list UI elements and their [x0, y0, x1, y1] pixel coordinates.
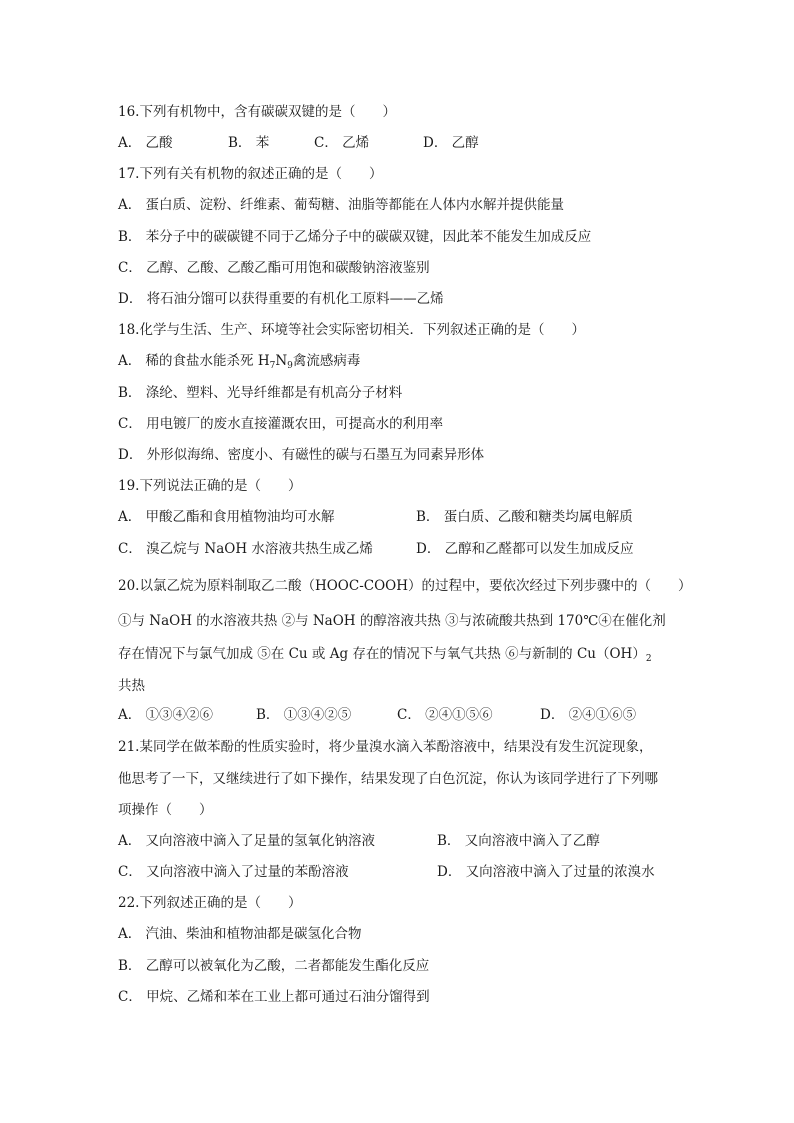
q20-option-c: C． ②④①⑤⑥: [397, 707, 493, 723]
q19-stem: 19.下列说法正确的是（ ）: [118, 478, 302, 494]
q18-option-c: C． 用电镀厂的废水直接灌溉农田，可提高水的利用率: [118, 416, 444, 432]
q21-stem-line-1: 21.某同学在做苯酚的性质实验时，将少量溴水滴入苯酚溶液中，结果没有发生沉淀现象，: [118, 739, 653, 755]
q18-stem: 18.化学与生活、生产、环境等社会实际密切相关．下列叙述正确的是（ ）: [118, 322, 585, 338]
q22-option-a: A． 汽油、柴油和植物油都是碳氢化合物: [118, 926, 362, 942]
q16-option-c: C． 乙烯: [314, 135, 370, 151]
q16-option-a: A． 乙酸: [118, 135, 173, 151]
q17-option-b: B． 苯分子中的碳碳键不同于乙烯分子中的碳碳双键，因此苯不能发生加成反应: [118, 229, 592, 245]
q22-stem: 22.下列叙述正确的是（ ）: [118, 895, 302, 911]
q21-option-b: B． 又向溶液中滴入了乙醇: [437, 833, 600, 849]
q18-a-suffix: 禽流感病毒: [292, 353, 361, 369]
q19-option-a: A． 甲酸乙酯和食用植物油均可水解: [118, 509, 335, 525]
q16-option-d: D． 乙醇: [423, 135, 479, 151]
q18-option-a: [118, 351, 360, 371]
q19-option-b: B． 蛋白质、乙酸和糖类均属电解质: [416, 509, 633, 525]
q16-stem: 16.下列有机物中，含有碳碳双键的是（ ）: [118, 104, 396, 120]
q22-option-b: B． 乙醇可以被氧化为乙酸，二者都能发生酯化反应: [118, 958, 430, 974]
q20-option-a: A． ①③④②⑥: [118, 707, 214, 723]
q20-steps-subscript: 2: [645, 654, 652, 664]
q18-a-subscript-1: 7: [269, 361, 276, 371]
q20-steps-line-3: 共热: [118, 678, 145, 694]
q17-stem: 17.下列有关有机物的叙述正确的是（ ）: [118, 166, 383, 182]
q19-option-d: D． 乙醇和乙醛都可以发生加成反应: [416, 541, 634, 557]
q20-steps-line-2-text: 存在情况下与氯气加成 ⑤在 Cu 或 Ag 存在的情况下与氧气共热 ⑥与新制的 Cu（OH）: [118, 646, 646, 662]
q20-stem: 20.以氯乙烷为原料制取乙二酸（HOOC-COOH）的过程中，要依次经过下列步骤中的（ ）: [118, 578, 692, 594]
q18-option-b: B． 涤纶、塑料、光导纤维都是有机高分子材料: [118, 385, 403, 401]
q21-stem-line-3: 项操作（ ）: [118, 802, 213, 818]
q18-a-prefix: A． 稀的食盐水能杀死 H: [118, 353, 270, 369]
q17-option-a: A． 蛋白质、淀粉、纤维素、葡萄糖、油脂等都能在人体内水解并提供能量: [118, 197, 565, 213]
q17-option-c: C． 乙醇、乙酸、乙酸乙酯可用饱和碳酸钠溶液鉴别: [118, 260, 430, 276]
q20-option-d: D． ②④①⑥⑤: [540, 707, 637, 723]
q22-option-c: C． 甲烷、乙烯和苯在工业上都可通过石油分馏得到: [118, 989, 430, 1005]
q20-steps-line-1: ①与 NaOH 的水溶液共热 ②与 NaOH 的醇溶液共热 ③与浓硫酸共热到 170℃④在催化剂: [118, 613, 666, 629]
q21-stem-line-2: 他思考了一下，又继续进行了如下操作，结果发现了白色沉淀，你认为该同学进行了下列哪: [118, 771, 658, 787]
q18-option-d: D． 外形似海绵、密度小、有磁性的碳与石墨互为同素异形体: [118, 447, 485, 463]
q20-option-b: B． ①③④②⑤: [256, 707, 352, 723]
q20-steps-line-2: [118, 644, 652, 664]
q17-option-d: D． 将石油分馏可以获得重要的有机化工原料——乙烯: [118, 291, 444, 307]
q18-a-subscript-2: 9: [287, 361, 293, 371]
q16-option-b: B． 苯: [228, 135, 270, 151]
q18-a-middle: N: [275, 353, 288, 369]
q19-option-c: C． 溴乙烷与 NaOH 水溶液共热生成乙烯: [118, 541, 373, 557]
q21-option-c: C． 又向溶液中滴入了过量的苯酚溶液: [118, 864, 349, 880]
q21-option-d: D． 又向溶液中滴入了过量的浓溴水: [437, 864, 655, 880]
q21-option-a: A． 又向溶液中滴入了足量的氢氧化钠溶液: [118, 833, 376, 849]
